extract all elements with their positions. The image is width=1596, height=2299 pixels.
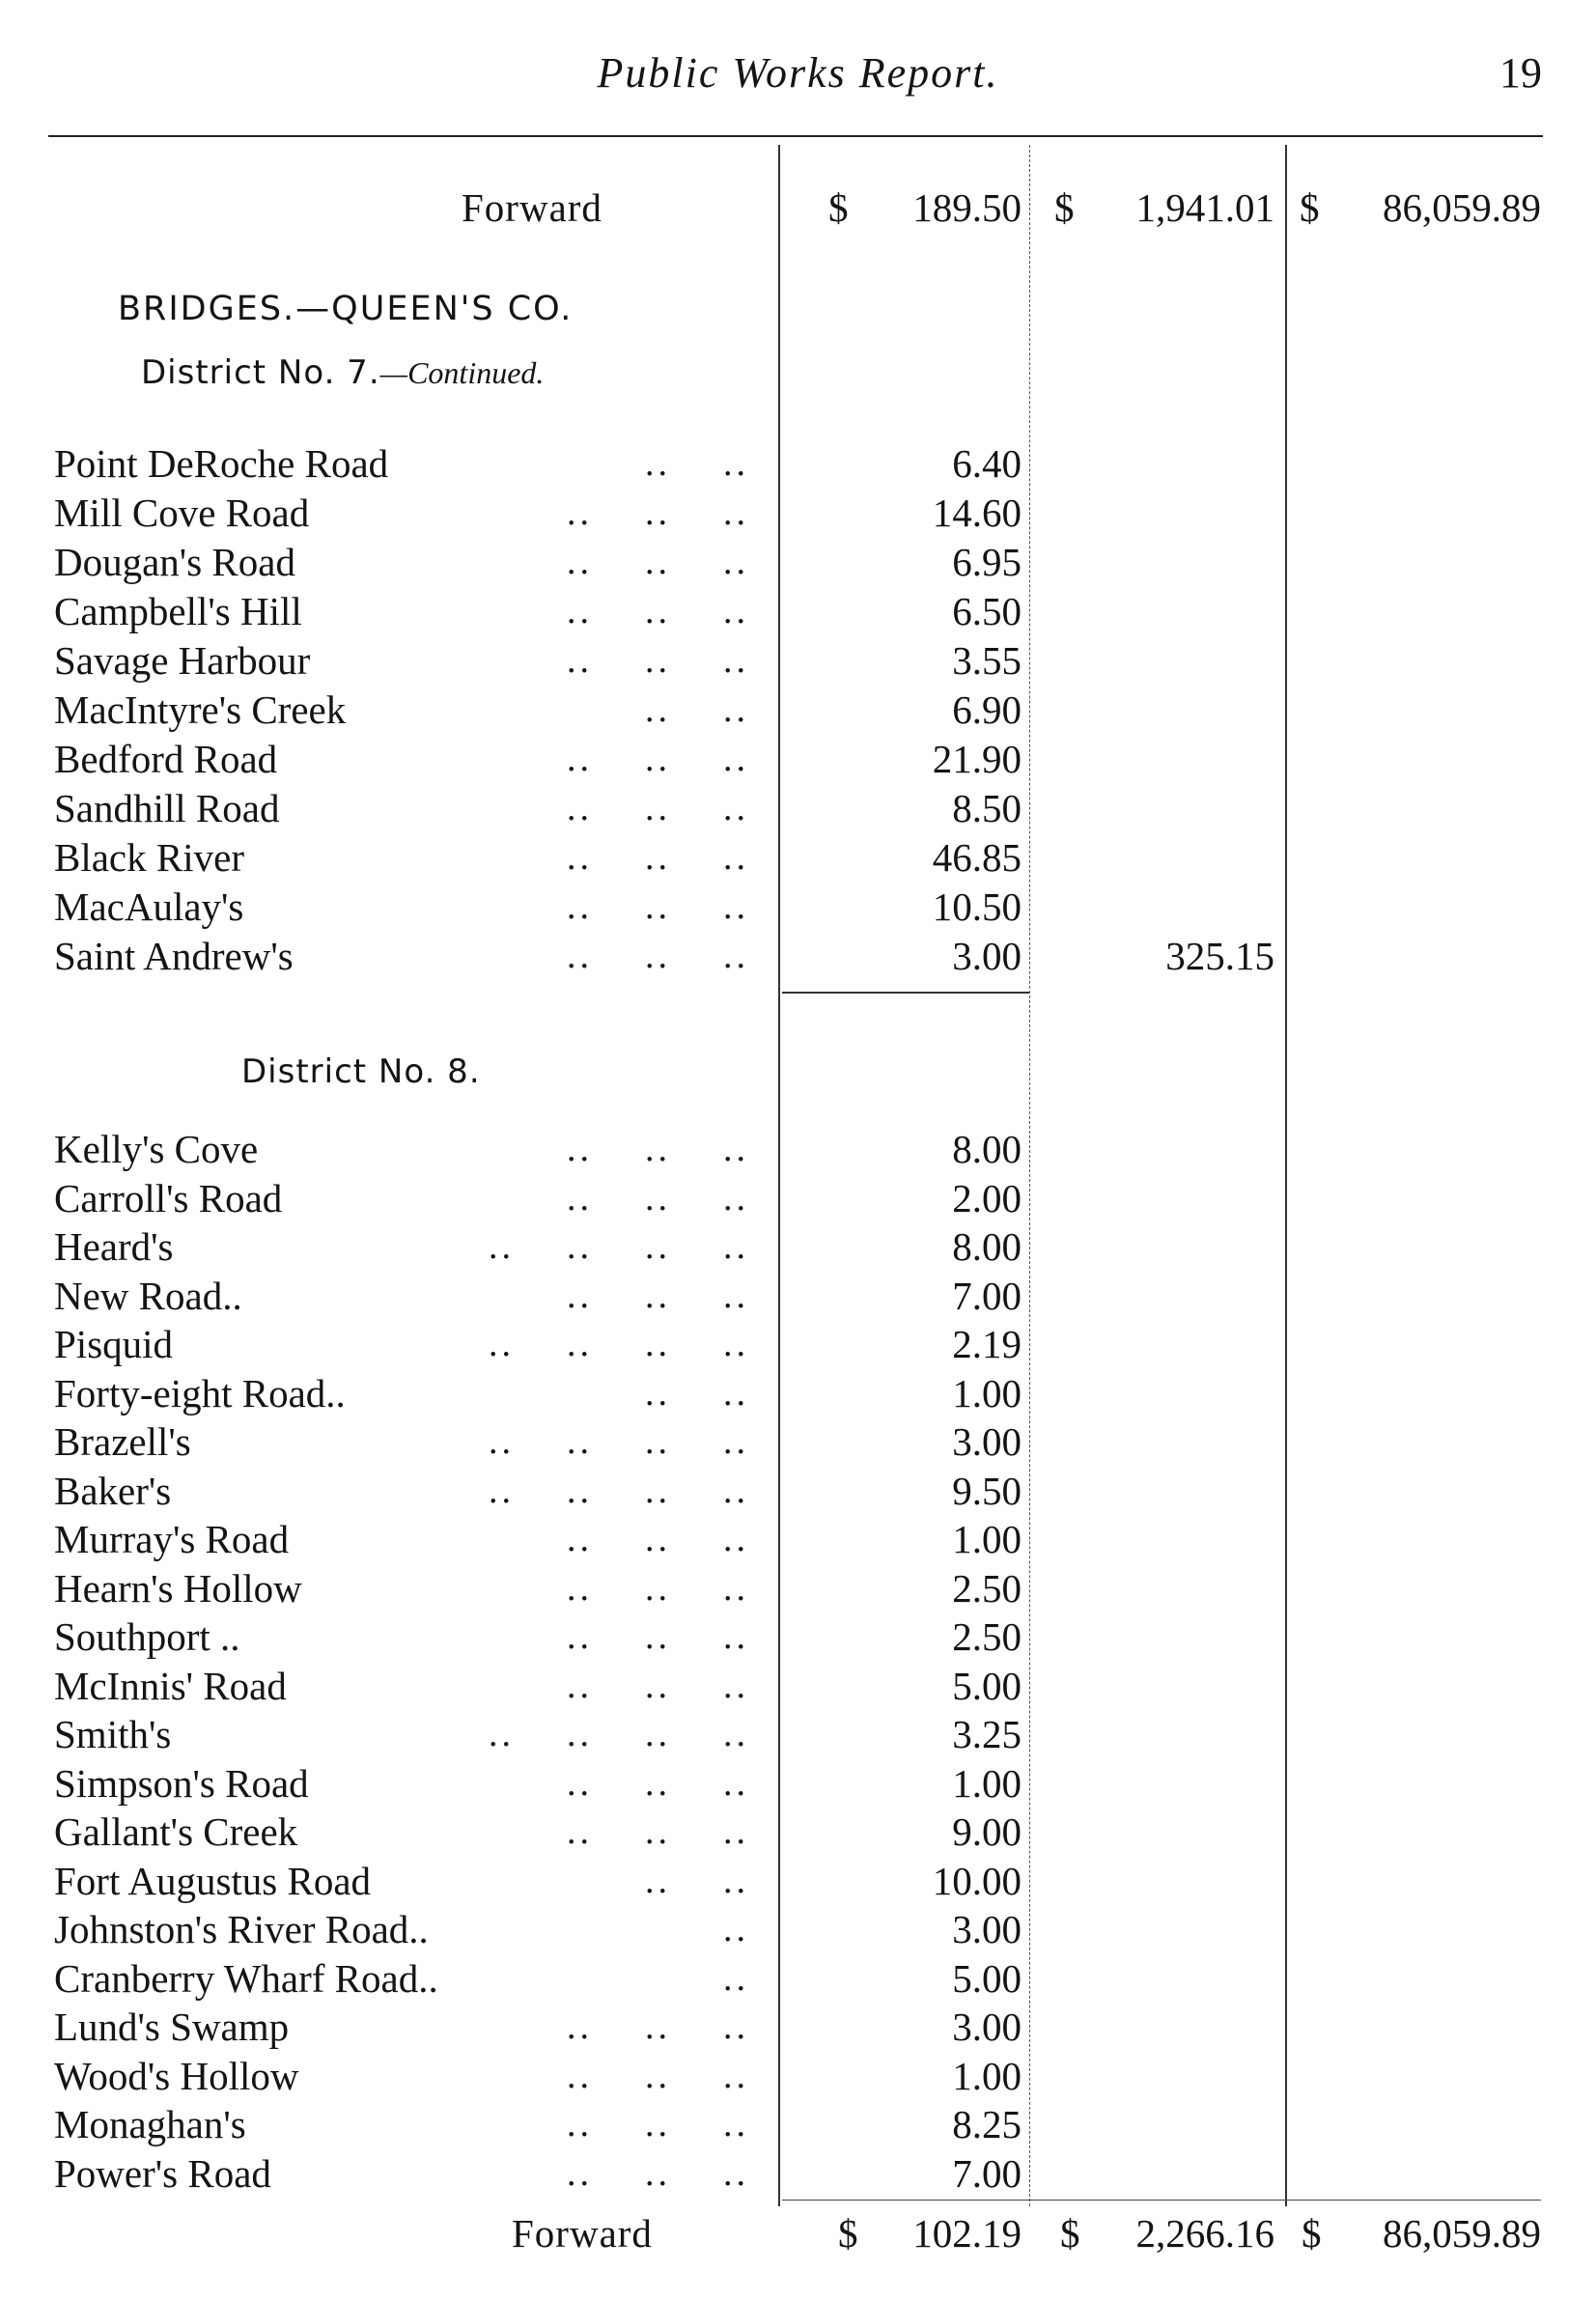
- ledger-item-amount: 8.00: [952, 1127, 1022, 1171]
- ledger-item-amount: 8.50: [952, 786, 1022, 830]
- page-number: 19: [1499, 49, 1542, 97]
- item-name: Carroll's Road: [54, 1175, 283, 1220]
- ledger-item-amount: 6.95: [952, 540, 1022, 584]
- item-name: Heard's: [54, 1224, 174, 1269]
- dot-leader: .. .. ..: [567, 1129, 749, 1169]
- forward-label: Forward: [462, 185, 602, 230]
- ledger-row: [0, 1272, 1596, 1320]
- ledger-row: [0, 784, 1596, 832]
- ledger-row: [0, 1320, 1596, 1368]
- item-name: Kelly's Cove: [54, 1127, 259, 1171]
- ledger-row: [0, 1857, 1596, 1905]
- forward-col3-amount: 86,059.89: [1383, 185, 1541, 230]
- ledger-item-label: [54, 833, 749, 882]
- item-name: MacAulay's: [54, 884, 244, 929]
- dot-leader: .. .. ..: [567, 1665, 749, 1706]
- ledger-row: [0, 1467, 1596, 1515]
- dot-leader: .. ..: [645, 689, 749, 730]
- dot-leader: .. .. ..: [567, 739, 749, 779]
- dot-leader: .. .. ..: [567, 1811, 749, 1852]
- ledger-item-label: [54, 1905, 749, 1953]
- ledger-item-amount: 2.19: [952, 1322, 1022, 1366]
- dot-leader: .. .. ..: [567, 936, 749, 976]
- ledger-item-amount: 6.40: [952, 441, 1022, 486]
- ledger-item-amount: 9.50: [952, 1468, 1022, 1513]
- ledger-row: [0, 538, 1596, 586]
- item-name: MacIntyre's Creek: [54, 687, 347, 732]
- ledger-row: [0, 1369, 1596, 1417]
- dot-leader: .. .. ..: [567, 837, 749, 878]
- ledger-item-label: [54, 1174, 749, 1222]
- item-name: Forty-eight Road..: [54, 1370, 346, 1416]
- dot-leader: .. ..: [645, 1860, 749, 1901]
- forward-row-bottom: [0, 2209, 1596, 2257]
- ledger-row: [0, 1710, 1596, 1758]
- item-name: McInnis' Road: [54, 1663, 287, 1708]
- ledger-item-amount: 6.90: [952, 687, 1022, 732]
- dot-leader: .. .. ..: [567, 1177, 749, 1219]
- dot-leader: .. .. ..: [567, 1567, 749, 1609]
- item-name: Southport ..: [54, 1614, 240, 1659]
- district-7-subtotal-row: [0, 932, 1596, 980]
- ledger-row: [0, 686, 1596, 734]
- district-7-heading: [141, 353, 544, 392]
- district-7-label: District No. 7.: [141, 353, 380, 392]
- ledger-item-label: [54, 686, 749, 734]
- ledger-item-label: [54, 2100, 749, 2148]
- ledger-row: [0, 1417, 1596, 1466]
- ledger-row: [0, 1222, 1596, 1271]
- ledger-item-amount: 8.00: [952, 1224, 1022, 1269]
- item-name: Black River: [54, 835, 244, 880]
- dot-leader: .. .. ..: [567, 1519, 749, 1559]
- item-name: Baker's: [54, 1468, 172, 1513]
- item-name: Saint Andrew's: [54, 934, 294, 978]
- ledger-row: [0, 2149, 1596, 2198]
- ledger-item-amount: 8.25: [952, 2102, 1022, 2146]
- ledger-item-amount: 14.60: [932, 491, 1022, 535]
- dot-leader: .. ..: [645, 1372, 749, 1414]
- ledger-item-amount: 6.50: [952, 589, 1022, 633]
- district-7-subtotal: 325.15: [1165, 934, 1274, 978]
- ledger-item-label: [54, 883, 749, 931]
- forward-row-top: [0, 183, 1596, 232]
- ledger-item-label: [54, 1467, 749, 1515]
- ledger-item-amount: 7.00: [952, 1273, 1022, 1318]
- ledger-item-label: [54, 1515, 749, 1563]
- dot-leader: .. .. ..: [567, 1275, 749, 1316]
- ledger-item-label: [54, 636, 749, 685]
- dot-leader: .. .. .. ..: [489, 1421, 749, 1462]
- ledger-item-amount: 9.00: [952, 1809, 1022, 1854]
- ledger-item-amount: 5.00: [952, 1955, 1022, 2001]
- dot-leader: .. .. ..: [567, 492, 749, 533]
- ledger-item-label: [54, 1417, 749, 1466]
- ledger-item-label: [54, 1759, 749, 1808]
- item-name: Gallant's Creek: [54, 1809, 298, 1854]
- ledger-item-amount: 21.90: [932, 737, 1022, 781]
- item-name: Brazell's: [54, 1419, 191, 1464]
- item-name: Savage Harbour: [54, 638, 311, 683]
- ledger-item-amount: 1.00: [952, 2053, 1022, 2098]
- ledger-item-label: [54, 1954, 749, 2003]
- ledger-item-amount: 7.00: [952, 2150, 1022, 2196]
- item-name: Wood's Hollow: [54, 2053, 299, 2098]
- forward-col1-amount: 189.50: [912, 185, 1022, 230]
- dot-leader: .. .. ..: [567, 2104, 749, 2145]
- subtotal-rule: [782, 992, 1029, 994]
- ledger-item-label: [54, 1222, 749, 1271]
- ledger-row: [0, 1662, 1596, 1710]
- ledger-row: [0, 735, 1596, 783]
- dot-leader: .. ..: [645, 443, 749, 484]
- item-name: New Road..: [54, 1273, 242, 1318]
- ledger-item-amount: 1.00: [952, 1760, 1022, 1806]
- ledger-item-label: [54, 587, 749, 635]
- item-name: Smith's: [54, 1712, 172, 1756]
- ledger-item-amount: 2.00: [952, 1175, 1022, 1220]
- ledger-item-amount: 10.50: [932, 884, 1022, 929]
- item-name: Dougan's Road: [54, 540, 295, 584]
- ledger-item-label: [54, 735, 749, 783]
- item-name: Bedford Road: [54, 737, 278, 781]
- item-name: Mill Cove Road: [54, 491, 310, 535]
- ledger-item-label: [54, 1710, 749, 1758]
- ledger-item-label: [54, 2003, 749, 2051]
- item-name: Simpson's Road: [54, 1760, 309, 1806]
- ledger-row: [0, 2052, 1596, 2100]
- dollar-sign: $: [1060, 2211, 1080, 2256]
- dot-leader: .. .. ..: [567, 591, 749, 631]
- dot-leader: .. .. .. ..: [489, 1470, 749, 1511]
- item-name: Power's Road: [54, 2150, 271, 2196]
- forward-col1-amount: 102.19: [912, 2211, 1022, 2256]
- ledger-item-amount: 3.55: [952, 638, 1022, 683]
- section-title: BRIDGES.—QUEEN'S CO.: [118, 290, 574, 328]
- dot-leader: .. .. ..: [567, 2152, 749, 2194]
- header-rule: [48, 135, 1543, 137]
- dot-leader: .. .. ..: [567, 640, 749, 681]
- ledger-item-label: [54, 1564, 749, 1612]
- ledger-item-label: [54, 1808, 749, 1856]
- ledger-row: [0, 2100, 1596, 2148]
- ledger-row: [0, 1125, 1596, 1173]
- ledger-item-label: [54, 1125, 749, 1173]
- dollar-sign: $: [1300, 185, 1320, 230]
- ledger-row: [0, 1515, 1596, 1563]
- ledger-item-amount: 3.00: [952, 2005, 1022, 2049]
- dot-leader: .. .. ..: [567, 1762, 749, 1804]
- forward-col3-amount: 86,059.89: [1383, 2211, 1541, 2256]
- item-name: Fort Augustus Road: [54, 1858, 372, 1903]
- ledger-item-label: [54, 2149, 749, 2198]
- ledger-item-label: [54, 1662, 749, 1710]
- ledger-row: [0, 489, 1596, 537]
- forward-col2-amount: 1,941.01: [1135, 185, 1274, 230]
- ledger-row: [0, 1808, 1596, 1856]
- dot-leader: ..: [723, 1909, 749, 1949]
- dot-leader: .. .. ..: [567, 886, 749, 927]
- ledger-item-amount: 2.50: [952, 1614, 1022, 1659]
- ledger-item-label: [54, 2052, 749, 2100]
- item-name: Point DeRoche Road: [54, 441, 389, 486]
- item-name: Monaghan's: [54, 2102, 246, 2146]
- item-name: Pisquid: [54, 1322, 174, 1366]
- ledger-item-amount: 5.00: [952, 1663, 1022, 1708]
- ledger-row: [0, 883, 1596, 931]
- ledger-row: [0, 587, 1596, 635]
- ledger-item-label: [54, 1320, 749, 1368]
- ledger-row: [0, 833, 1596, 882]
- ledger-item-label: [54, 538, 749, 586]
- ledger-row: [0, 1174, 1596, 1222]
- ledger-row: [0, 1954, 1596, 2003]
- item-name: Cranberry Wharf Road..: [54, 1955, 438, 2001]
- ledger-item-amount: 1.00: [952, 1370, 1022, 1416]
- running-head: Public Works Report.: [597, 49, 999, 97]
- dollar-sign: $: [838, 2211, 858, 2256]
- dot-leader: .. .. ..: [567, 2006, 749, 2047]
- ledger-item-label: [54, 439, 749, 488]
- ledger-item-amount: 3.25: [952, 1712, 1022, 1756]
- dot-leader: .. .. ..: [567, 788, 749, 828]
- ledger-item-label: [54, 784, 749, 832]
- dollar-sign: $: [828, 185, 849, 230]
- forward-rule: [782, 2200, 1541, 2201]
- ledger-item-label: [54, 1369, 749, 1417]
- ledger-item-amount: 10.00: [932, 1858, 1022, 1903]
- forward-label: Forward: [512, 2211, 653, 2256]
- ledger-item-amount: 3.00: [952, 1907, 1022, 1951]
- item-name: Lund's Swamp: [54, 2005, 290, 2049]
- ledger-row: [0, 1612, 1596, 1661]
- item-name: Murray's Road: [54, 1517, 290, 1561]
- item-name: Johnston's River Road..: [54, 1907, 429, 1951]
- ledger-row: [0, 2003, 1596, 2051]
- district-7-continued: —Continued.: [379, 355, 545, 390]
- ledger-item-amount: 3.00: [952, 934, 1022, 978]
- item-name: Sandhill Road: [54, 786, 280, 830]
- ledger-row: [0, 636, 1596, 685]
- ledger-item-label: [54, 1857, 749, 1905]
- ledger-item-amount: 3.00: [952, 1419, 1022, 1464]
- dollar-sign: $: [1302, 2211, 1322, 2256]
- forward-col2-amount: 2,266.16: [1135, 2211, 1274, 2256]
- dot-leader: .. .. .. ..: [489, 1226, 749, 1267]
- ledger-row: [0, 1905, 1596, 1953]
- ledger-row: [0, 1564, 1596, 1612]
- dot-leader: .. .. ..: [567, 1616, 749, 1657]
- ledger-item-amount: 46.85: [932, 835, 1022, 880]
- dot-leader: .. .. .. ..: [489, 1324, 749, 1364]
- dot-leader: .. .. ..: [567, 2055, 749, 2096]
- ledger-item-amount: 2.50: [952, 1565, 1022, 1611]
- dot-leader: .. .. ..: [567, 542, 749, 582]
- district-8-heading: District No. 8.: [241, 1052, 481, 1091]
- ledger-item-label: [54, 1612, 749, 1661]
- ledger-row: [0, 1759, 1596, 1808]
- item-name: Campbell's Hill: [54, 589, 302, 633]
- dot-leader: ..: [723, 1957, 749, 1999]
- item-name: Hearn's Hollow: [54, 1565, 302, 1611]
- ledger-item-amount: 1.00: [952, 1517, 1022, 1561]
- ledger-row: [0, 439, 1596, 488]
- ledger-item-label: [54, 1272, 749, 1320]
- dollar-sign: $: [1054, 185, 1075, 230]
- dot-leader: .. .. .. ..: [489, 1714, 749, 1754]
- ledger-item-label: [54, 489, 749, 537]
